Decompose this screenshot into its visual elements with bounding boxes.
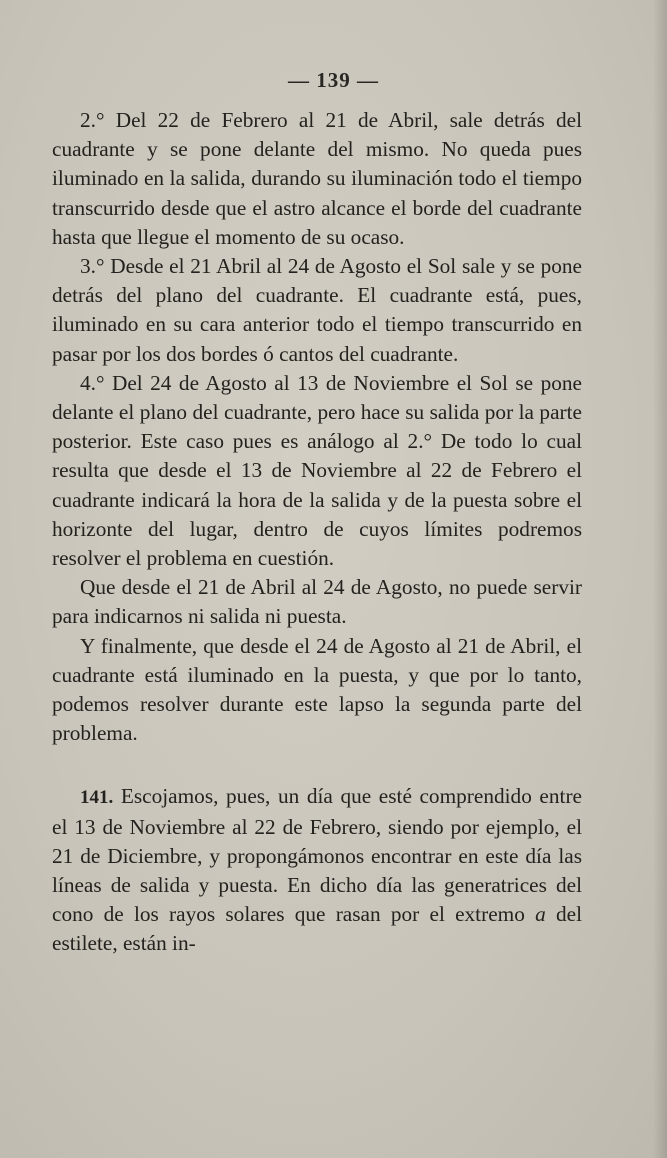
paragraph-case-3: 3.° Desde el 21 Abril al 24 de Agosto el Sol sale y se pone detrás del plano del cuadrante. El cuadrante está, pues, iluminado en su cara anterior todo el tiempo transcurrido en pasar por los dos bordes ó cantos del cuadrante. <box>52 254 582 366</box>
paragraph-case-4: 4.° Del 24 de Agosto al 13 de Noviembre el Sol se pone delante el plano del cuadrante, pero hace su salida por la parte posterior. Este caso pues es análogo al 2.° De todo lo cual resulta que desde el 13 de Noviembre al 22 de Febrero el cuadrante indicará la hora de la salida y de la puesta sobre el horizonte del lugar, dentro de cuyos límites podremos resolver el problema en cuestión. <box>52 370 582 571</box>
section-italic-letter: a <box>535 902 546 927</box>
section-gap <box>52 748 582 782</box>
section-number: 141. <box>80 787 114 809</box>
paragraph-conclusion-1: Que desde el 21 de Abril al 24 de Agosto, no puede servir para indicarnos ni salida ni puesta. <box>52 575 582 629</box>
paragraph-conclusion-2: Y finalmente, que desde el 24 de Agosto al 21 de Abril, el cuadrante está iluminado en la puesta, y que por lo tanto, podemos resolver durante este lapso la segunda parte del problema. <box>52 633 582 746</box>
section-text-start: Escojamos, pues, un día que esté comprendido entre el 13 de Noviembre al 22 de Febrero, siendo por ejemplo, el 21 de Diciembre, y propongámonos encontrar en este día las líneas de salida y puesta. En dicho día las generatrices del cono de los rayos solares que rasan por el extremo <box>52 784 582 927</box>
paragraph-case-2: 2.° Del 22 de Febrero al 21 de Abril, sale detrás del cuadrante y se pone delante del mismo. No queda pues iluminado en la salida, durando su iluminación todo el tiempo transcurrido desde que el astro alcance el borde del cuadrante hasta que llegue el momento de su ocaso. <box>52 108 582 249</box>
body-text <box>52 106 582 959</box>
page-number: — 139 — <box>288 68 379 92</box>
page-edge-shadow <box>653 0 667 1158</box>
section-text-end: del estilete, están in- <box>52 902 582 956</box>
paragraph-section-141 <box>52 782 582 958</box>
